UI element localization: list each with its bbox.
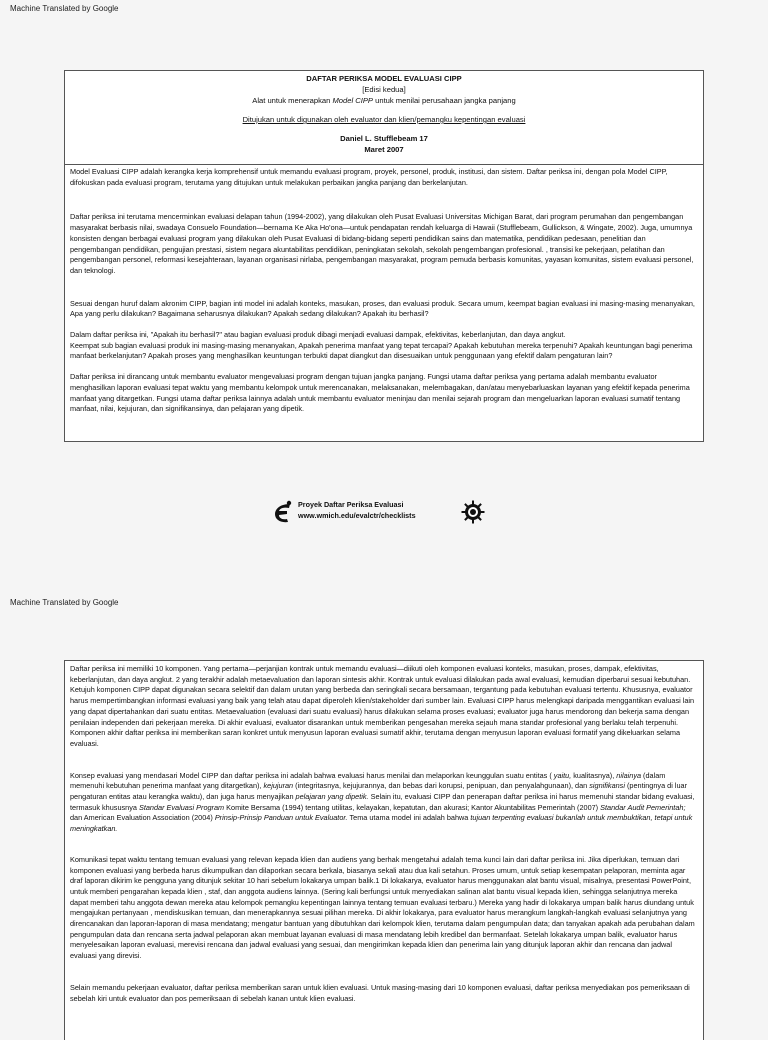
university-seal-icon	[461, 500, 485, 524]
paragraph: Daftar periksa ini dirancang untuk membantu evaluator mengevaluasi program dengan tujuan jangka panjang. Fungsi utama daftar periksa yang pertama adalah membantu evaluator menghasilkan laporan evaluasi tepat waktu yang membantu kelompok untuk merencanakan, melaksanakan, melembagakan, dan/atau menyebarluaskan layanan yang efektif kepada penerima manfaat yang ditargetkan. Fungsi utama daftar periksa lainnya adalah untuk membantu evaluator meninjau dan menilai sejarah program dan mengeluarkan laporan evaluasi sumatif tentang manfaat, nilai, kejujuran, dan signifikansinya, dan pelajaran yang dipetik.	[70, 372, 690, 414]
audience-statement: Ditujukan untuk digunakan oleh evaluator dan klien/pemangku kepentingan evaluasi	[242, 115, 526, 124]
document-title: DAFTAR PERIKSA MODEL EVALUASI CIPP	[306, 74, 462, 83]
page-2-box	[64, 660, 704, 1040]
document-subtitle: Alat untuk menerapkan Model CIPP untuk menilai perusahaan jangka panjang	[252, 96, 516, 105]
paragraph: Dalam daftar periksa ini, "Apakah itu berhasil?" atau bagian evaluasi produk dibagi menjadi evaluasi dampak, efektivitas, keberlanjutan, dan daya angkut.	[70, 330, 566, 340]
paragraph: Sesuai dengan huruf dalam akronim CIPP, bagian inti model ini adalah konteks, masukan, proses, dan evaluasi produk. Secara umum, keempat bagian evaluasi ini masing-masing menanyakan, Apa yang perlu dilakukan? Bagaimana seharusnya dilakukan? Apakah sedang dilakukan? Apakah itu berhasil?	[70, 298, 695, 319]
paragraph: Keempat sub bagian evaluasi produk ini masing-masing menanyakan, Apakah penerima manfaat yang tepat tercapai? Apakah kebutuhan mereka terpenuhi? Apakah keuntungan bagi penerima manfaat berkelanjutan? Apakah proses yang menghasilkan keuntungan terbukti dapat diangkut dan disesuaikan untuk penggunaan yang efektif dalam pengaturan lain?	[70, 340, 693, 361]
date: Maret 2007	[364, 145, 404, 154]
footer-credit	[298, 499, 416, 521]
paragraph: Daftar periksa ini memiliki 10 komponen. Yang pertama—perjanjian kontrak untuk memandu evaluasi—diikuti oleh komponen evaluasi konteks, masukan, proses, dampak, efektivitas, keberlanjutan, dan daya angkut. 2 yang terakhir adalah metaevaluation dan laporan sintesis akhir. Kontrak untuk evaluasi dilakukan pada awal evaluasi, kemudian diperbarui sesuai kebutuhan. Ketujuh komponen CIPP dapat digunakan secara selektif dan dalam urutan yang berbeda dan seringkali secara bersamaan, tergantung pada kebutuhan evaluasi tertentu. Khususnya, evaluator harus mempertimbangkan informasi evaluasi yang baik yang telah atau dapat diperoleh klien/stakeholder dari sumber lain. Evaluasi CIPP harus melengkapi daripada menggantikan evaluasi lain yang dapat dipertahankan dari suatu entitas. Metaevaluation (evaluasi dari suatu evaluasi) harus dilakukan selama proses evaluasi; evaluator juga harus mendorong dan bekerja sama dengan penilaian independen dari pekerjaan mereka. Di akhir evaluasi, evaluator disarankan untuk memberikan pengesahan mereka sejauh mana standar profesional yang berlaku telah terpenuhi. Komponen akhir daftar periksa ini memberikan saran konkret untuk menyusun laporan evaluasi sumatif akhir, terutama dengan menyusun laporan evaluasi formatif yang dikeluarkan selama evaluasi.	[70, 664, 695, 748]
evaluation-center-logo-icon	[272, 500, 294, 526]
paragraph: Komunikasi tepat waktu tentang temuan evaluasi yang relevan kepada klien dan audiens yang berhak mengetahui adalah tema kunci lain dari daftar periksa ini. Jika diperlukan, temuan dari komponen evaluasi yang berbeda harus dikumpulkan dan dilaporkan secara berkala, biasanya sekali atau dua kali setahun. Proses umum, untuk setiap kesempatan pelaporan, meminta agar draf laporan dikirim ke pengguna yang ditunjuk sekitar 10 hari sebelum lokakarya umpan balik.1 Di lokakarya, evaluator harus menggunakan alat bantu visual, misalnya, presentasi PowerPoint, untuk memberi pengarahan kepada klien , staf, dan anggota audiens lainnya. (Sering kali berfungsi untuk menyediakan salinan alat bantu visual kepada klien, sehingga selanjutnya mereka dapat memberi tahu anggota dewan mereka atau kelompok pemangku kepentingan lainnya tentang temuan evaluasi terbaru.) Mereka yang hadir di lokakarya umpan balik harus diundang untuk mengajukan pertanyaan , mendiskusikan temuan, dan menerapkannya sesuai pilihan mereka. Di akhir lokakarya, para evaluator harus merangkum langkah-langkah evaluasi selanjutnya yang direncanakan dan laporan-laporan di masa mendatang; mengatur bantuan yang dibutuhkan dari kelompok klien, terutama dalam pengumpulan data; dan tanyakan apakah ada perubahan dalam pengumpulan data dan rencana serta jadwal pelaporan akan membuat layanan evaluasi di masa mendatang lebih kredibel dan bermanfaat. Setelah lokakarya umpan balik, evaluator harus menyelesaikan laporan evaluasi, merevisi rencana dan jadwal evaluasi yang sesuai, dan mengirimkan kepada klien dan penerima lain yang ditunjuk laporan akhir dan rencana dan jadwal evaluasi yang direvisi.	[70, 854, 695, 961]
page-1-body	[65, 165, 703, 415]
edition-label: [Edisi kedua]	[362, 85, 406, 94]
page-1-box	[64, 70, 704, 442]
machine-translation-note: Machine Translated by Google	[10, 4, 119, 13]
footer-url[interactable]: www.wmich.edu/evalctr/checklists	[298, 511, 416, 520]
paragraph: Selain memandu pekerjaan evaluator, daftar periksa memberikan saran untuk klien evaluasi. Untuk masing-masing dari 10 komponen evaluasi, daftar periksa menyediakan pos pemeriksaan di sebelah kiri untuk evaluator dan pos pemeriksaan di sebelah kanan untuk klien evaluasi.	[70, 982, 690, 1003]
paragraph: Konsep evaluasi yang mendasari Model CIPP dan daftar periksa ini adalah bahwa evaluasi harus menilai dan melaporkan keunggulan suatu entitas ( yaitu, kualitasnya), nilainya (dalam memenuhi kebutuhan penerima manfaat yang ditargetkan), kejujuran (integritasnya, kejujurannya, dan bebas dari korupsi, penipuan, dan penyalahgunaan), dan signifikansi (pentingnya di luar pengaturan entitas atau kerangka waktu), dan juga harus menyajikan pelajaran yang dipetik. Selain itu, evaluasi CIPP dan penerapan daftar periksa ini harus memenuhi standar bidang evaluasi, termasuk khususnya Standar Evaluasi Program Komite Bersama (1994) tentang utilitas, kelayakan, kepatutan, dan akurasi; Kantor Akuntabilitas Pemerintah (2007) Standar Audit Pemerintah; dan American Evaluation Association (2004) Prinsip-Prinsip Panduan untuk Evaluator. Tema utama model ini adalah bahwa tujuan terpenting evaluasi bukanlah untuk membuktikan, tetapi untuk meningkatkan.	[70, 770, 695, 834]
paragraph: Model Evaluasi CIPP adalah kerangka kerja komprehensif untuk memandu evaluasi program, proyek, personel, produk, institusi, dan sistem. Daftar periksa ini, dengan pola Model CIPP, difokuskan pada evaluasi program, terutama yang ditujukan untuk melakukan perbaikan jangka panjang dan berkelanjutan.	[70, 167, 668, 187]
page-2-body	[65, 661, 703, 1004]
paragraph: Daftar periksa ini terutama mencerminkan evaluasi delapan tahun (1994-2002), yang dilakukan oleh Pusat Evaluasi Universitas Michigan Barat, dari program perumahan dan pengembangan masyarakat berbasis nilai, swadaya Consuelo Foundation—bernama Ke Aka Ho'ona—untuk pendapatan rendah keluarga di Hawaii (Stufflebeam, Gullickson, & Wingate, 2002). Juga, umumnya konsisten dengan berbagai evaluasi program yang dilakukan oleh Pusat Evaluasi di bidang-bidang seperti pendidikan sains dan matematika, pendidikan pedesaan, penelitian dan pengembangan pendidikan, pengujian prestasi, sistem negara akuntabilitas pendidikan, peningkatan sekolah, sekolah pengembangan profesional. , transisi ke pekerjaan, pelatihan dan pengembangan personel, reformasi kesejahteraan, layanan organisasi nirlaba, pengembangan masyarakat, program pemuda berbasis komunitas, yayasan komunitas, sistem evaluasi personel, dan teknologi.	[70, 212, 694, 275]
machine-translation-note: Machine Translated by Google	[10, 598, 119, 607]
footer-project-name: Proyek Daftar Periksa Evaluasi	[298, 500, 404, 509]
document-header	[65, 71, 703, 164]
author: Daniel L. Stufflebeam 17	[340, 134, 428, 143]
